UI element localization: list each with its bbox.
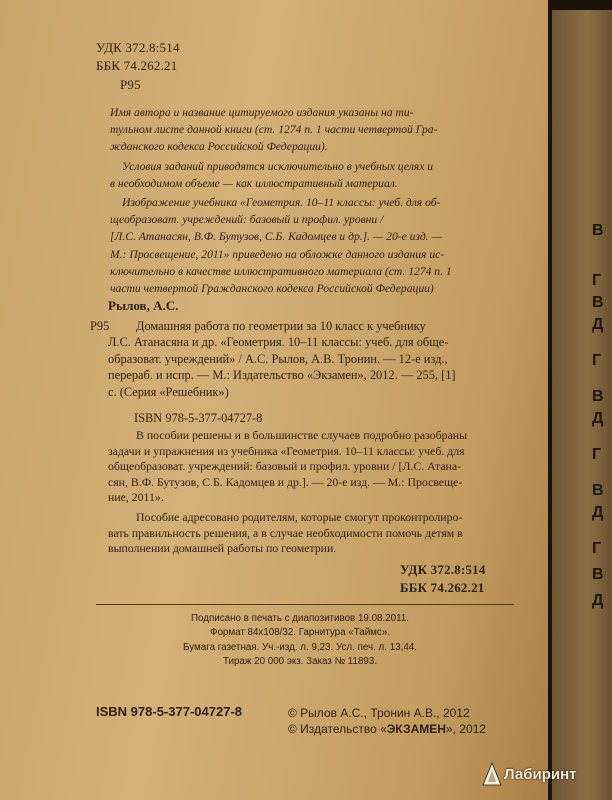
description-line: общеобразоват. учреждений: базовый и профил. уровни / [Л.С. Атана- <box>108 459 462 474</box>
description-line: Пособие адресовано родителям, которые смогут проконтролиро- <box>136 510 463 524</box>
biblio-line: образоват. учреждений» / А.С. Рылов, А.В. Тронин. — 12-е изд., <box>108 351 448 366</box>
notice-line: в необходимом объеме — как иллюстративный материал. <box>110 177 398 191</box>
description-para-1 <box>108 428 467 506</box>
notice-line: щеобразоват. учреждений: базовый и профил. уровни / <box>110 213 384 227</box>
description-line: задачи и упражнения из учебника «Геометрия. 10–11 классы: учеб. для <box>108 443 465 458</box>
watermark-text: Лабиринт <box>504 766 577 783</box>
udk-code: УДК 372.8:514 <box>96 40 180 55</box>
imprint-line: Формат 84х108/32. Гарнитура «Таймс». <box>210 627 390 639</box>
description-para-2 <box>108 510 463 557</box>
adjacent-page-edge <box>552 10 612 800</box>
copyright-suffix: », 2012 <box>445 722 486 736</box>
description-bbk: ББК 74.262.21 <box>400 580 485 595</box>
biblio-line: с. (Серия «Решебник») <box>108 384 229 399</box>
imprint-line: Тираж 20 000 экз. Заказ № 11893. <box>222 656 378 668</box>
labirint-watermark <box>482 760 592 792</box>
description-line: В пособии решены и в большинстве случаев подробно разобраны <box>136 428 468 442</box>
notice-line: М.: Просвещение, 2011» приведено на обложке данного издания ис- <box>110 247 445 261</box>
adjacent-letter: Д <box>592 504 604 521</box>
adjacent-letter: Г <box>592 540 602 557</box>
imprint-divider <box>96 604 514 605</box>
biblio-line: Л.С. Атанасяна и др. «Геометрия. 10–11 классы: учеб. для обще- <box>108 335 449 350</box>
adjacent-letter: Г <box>592 272 602 289</box>
imprint-block <box>0 612 600 670</box>
imprint-line: Бумага газетная. Уч.-изд. л. 9,23. Усл. печ. л. 13,44. <box>183 641 417 653</box>
biblio-isbn: ISBN 978-5-377-04727-8 <box>134 411 263 425</box>
description-line: вать правильность решения, а в случае необходимости помочь детям в <box>108 525 463 540</box>
biblio-record <box>108 318 456 400</box>
notice-line: части четвертой Гражданского кодекса Российской Федерации) <box>110 282 434 296</box>
copyright-prefix: © Издательство « <box>288 722 387 736</box>
adjacent-letter: Д <box>592 410 604 427</box>
bbk-code: ББК 74.262.21 <box>96 58 178 73</box>
description-udk: УДК 372.8:514 <box>400 562 486 577</box>
footer-copyright-authors: © Рылов А.С., Тронин А.В., 2012 <box>288 706 470 720</box>
notice-line: ключительно в качестве иллюстративного материала (ст. 1274 п. 1 <box>110 264 452 278</box>
adjacent-letter: В <box>592 482 604 499</box>
notice-line: Имя автора и название цитируемого издания указаны на ти- <box>110 106 414 119</box>
biblio-mark: Р95 <box>90 319 110 333</box>
adjacent-letter: Г <box>592 352 602 369</box>
notice-para-1 <box>110 104 437 156</box>
biblio-line: Домашняя работа по геометрии за 10 класс к учебнику <box>136 319 426 333</box>
adjacent-letter: В <box>592 566 604 583</box>
notice-line: Изображение учебника «Геометрия. 10–11 классы: учеб. для об- <box>122 196 441 209</box>
adjacent-letter: Д <box>592 316 604 333</box>
adjacent-letter: Д <box>592 592 604 609</box>
adjacent-letter: Г <box>592 446 602 463</box>
notice-line: тульном листе данной книги (ст. 1274 п. 1 части четвертой Гра- <box>110 123 438 137</box>
imprint-line: Подписано в печать с диапозитивов 19.08.2011. <box>190 613 410 624</box>
biblio-line: перераб. и испр. — М.: Издательство «Экзамен», 2012. — 255, [1] <box>108 368 456 383</box>
notice-line: [Л.С. Атанасян, В.Ф. Бутузов, С.Б. Кадомцев и др.]. — 20-е изд. — <box>110 230 442 244</box>
description-line: выполнении домашней работы по геометрии. <box>108 541 337 556</box>
labirint-logo-icon <box>482 762 502 786</box>
footer-isbn: ISBN 978-5-377-04727-8 <box>96 704 242 719</box>
footer-copyright-publisher <box>288 722 486 736</box>
adjacent-letter: В <box>592 294 604 311</box>
biblio-author: Рылов, А.С. <box>108 298 179 313</box>
publisher-brand: ЭКЗАМЕН <box>386 722 446 736</box>
notice-para-3 <box>110 194 452 297</box>
adjacent-letter: В <box>592 222 604 239</box>
author-mark: Р95 <box>120 77 141 92</box>
notice-line: жданского кодекса Российской Федерации). <box>110 140 328 154</box>
notice-line: Условия заданий приводятся исключительно в учебных целях и <box>122 160 434 173</box>
description-line: сян, В.Ф. Бутузов, С.Б. Кадомцев и др.]. — 20-е изд. — М.: Просвеще- <box>108 474 463 489</box>
description-line: ние, 2011». <box>108 490 164 505</box>
adjacent-letter: В <box>592 388 604 405</box>
notice-para-2 <box>110 158 433 192</box>
